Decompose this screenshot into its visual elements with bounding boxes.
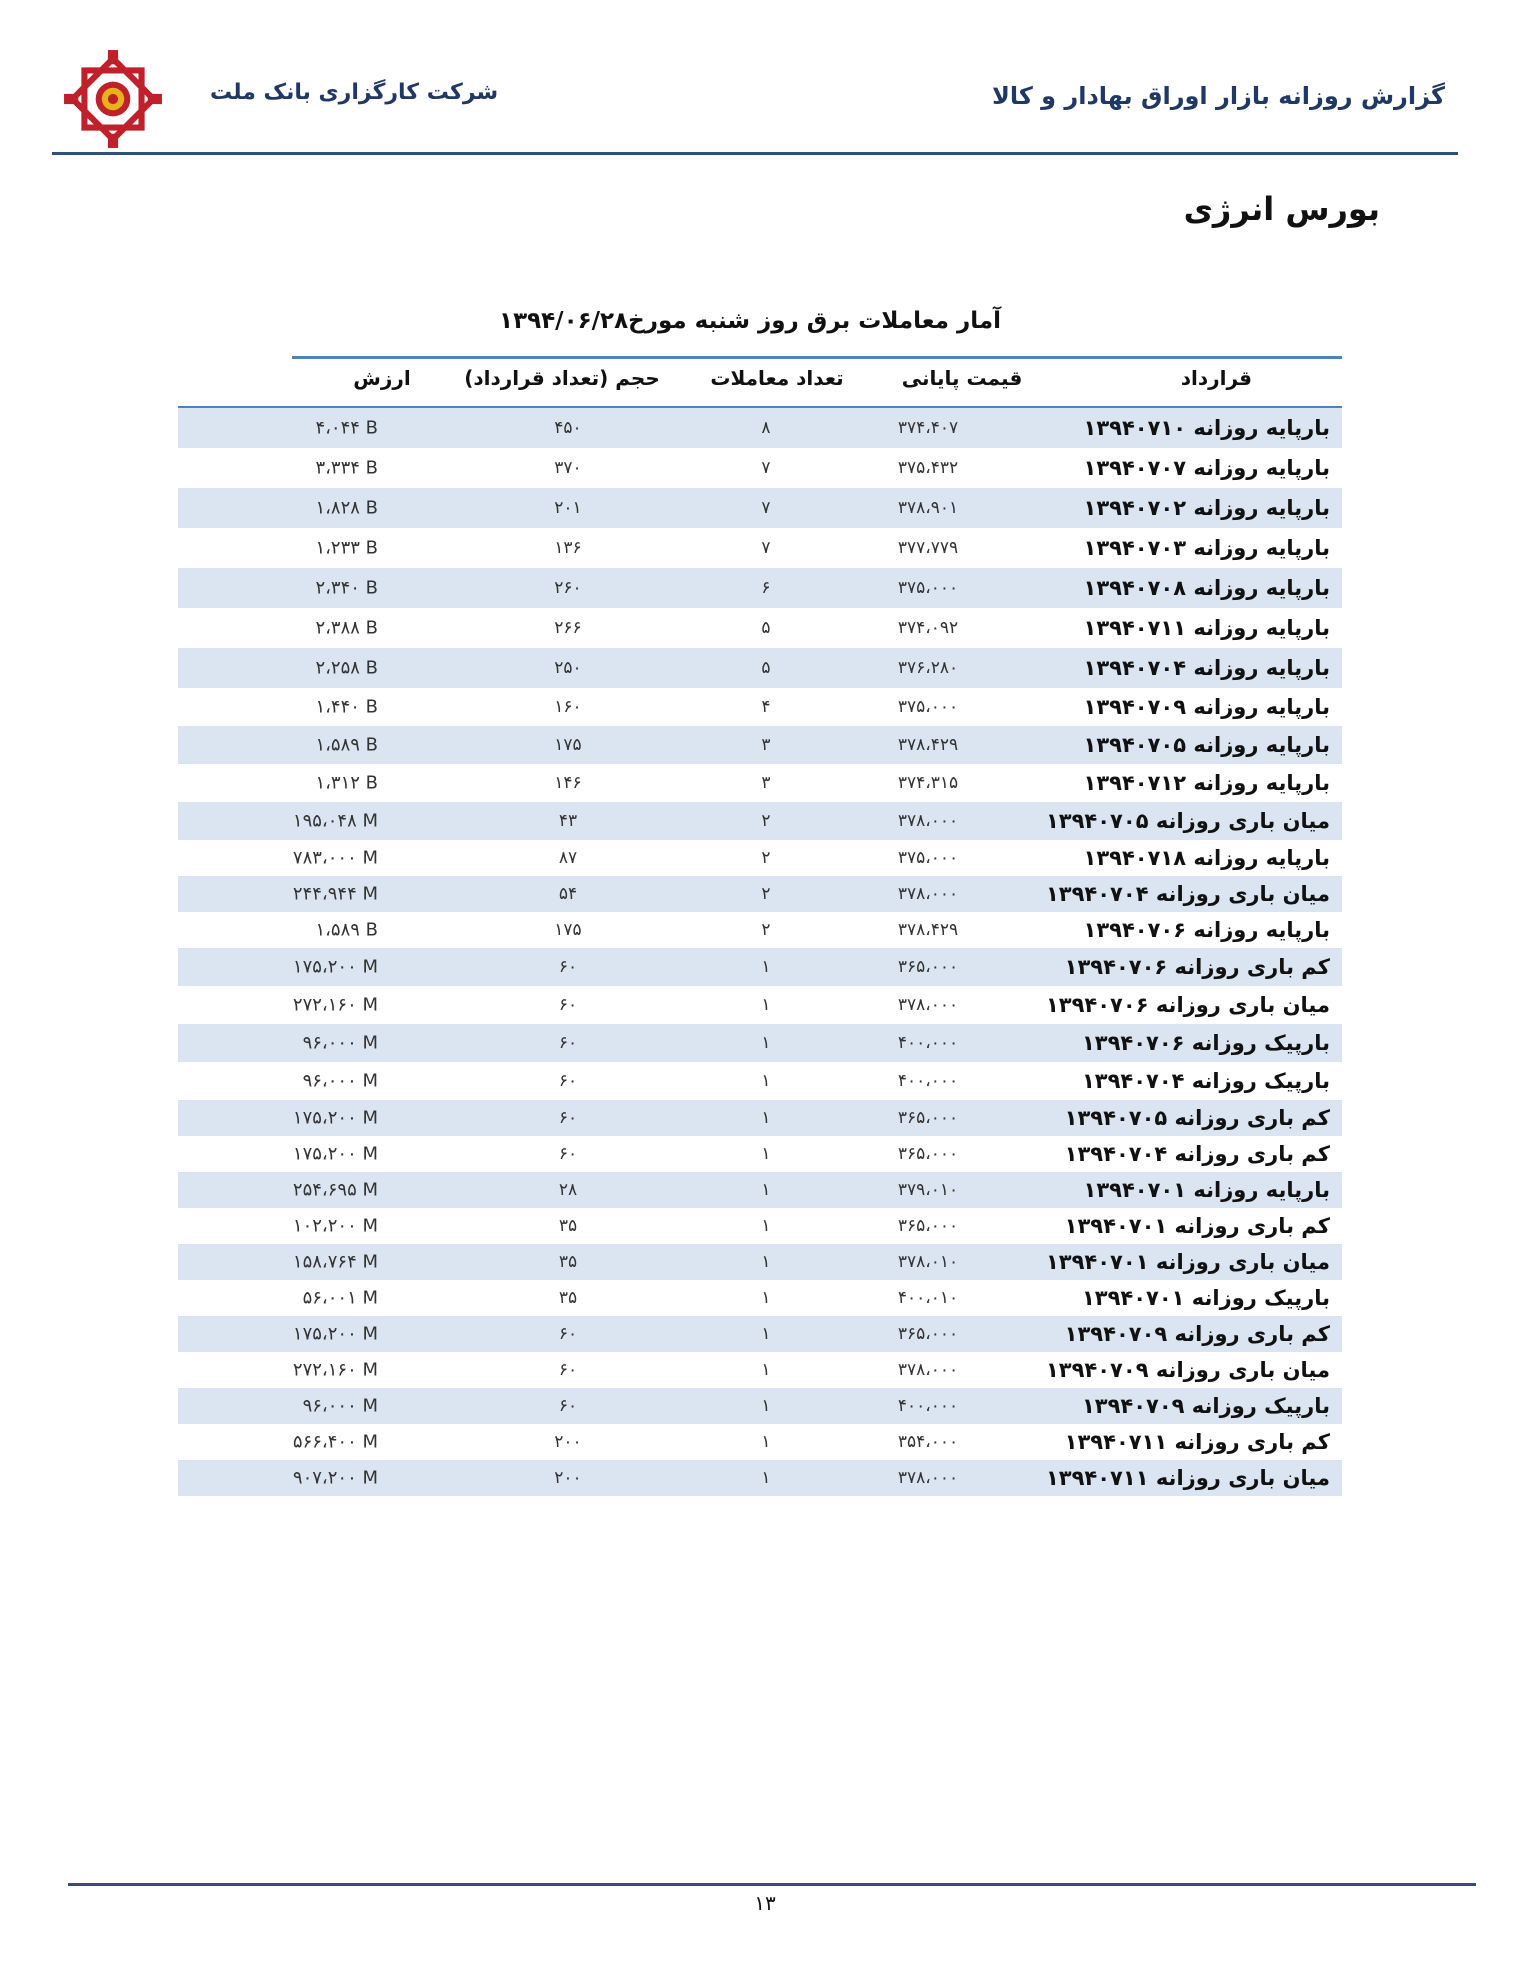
cell-value: ۹۶،۰۰۰ M — [302, 1070, 378, 1092]
table-row — [178, 876, 1342, 912]
cell-volume: ۲۸ — [558, 1180, 578, 1200]
cell-volume: ۳۵ — [558, 1288, 578, 1308]
table-row — [178, 1352, 1342, 1388]
cell-contract: کم باری روزانه ۱۳۹۴۰۷۱۱ — [1064, 1430, 1330, 1454]
cell-contract: بارپایه روزانه ۱۳۹۴۰۷۰۱ — [1083, 1178, 1330, 1202]
cell-contract: کم باری روزانه ۱۳۹۴۰۷۰۱ — [1064, 1214, 1330, 1238]
cell-volume: ۲۰۱ — [554, 498, 582, 518]
cell-final-price: ۴۰۰،۰۰۰ — [897, 1071, 959, 1091]
cell-final-price: ۳۷۵،۰۰۰ — [897, 578, 959, 598]
table-caption: آمار معاملات برق روز شنبه مورخ۱۳۹۴/۰۶/۲۸ — [499, 308, 1001, 334]
section-title: بورس انرژی — [1183, 190, 1380, 228]
footer-divider — [68, 1883, 1476, 1886]
table-row — [178, 840, 1342, 876]
cell-trade-count: ۱ — [761, 1396, 771, 1416]
cell-final-price: ۳۶۵،۰۰۰ — [897, 1324, 959, 1344]
table-row — [178, 528, 1342, 568]
cell-value: ۲،۳۴۰ B — [315, 577, 378, 599]
cell-volume: ۴۳ — [558, 811, 578, 831]
cell-value: ۲،۳۸۸ B — [315, 617, 378, 639]
table-top-divider — [292, 356, 1342, 359]
table-row — [178, 1208, 1342, 1244]
cell-trade-count: ۲ — [761, 811, 771, 831]
cell-trade-count: ۱ — [761, 1288, 771, 1308]
cell-volume: ۶۰ — [558, 1033, 578, 1053]
cell-trade-count: ۱ — [761, 1432, 771, 1452]
page-number: ۱۳ — [754, 1891, 776, 1915]
cell-final-price: ۳۷۸،۰۰۰ — [897, 1468, 959, 1488]
cell-trade-count: ۷ — [761, 498, 771, 518]
cell-trade-count: ۵ — [761, 618, 771, 638]
cell-value: ۹۶،۰۰۰ M — [302, 1395, 378, 1417]
cell-volume: ۶۰ — [558, 1360, 578, 1380]
cell-final-price: ۳۷۸،۴۲۹ — [897, 735, 959, 755]
cell-value: ۲۵۴،۶۹۵ M — [292, 1179, 378, 1201]
table-row — [178, 1388, 1342, 1424]
column-header-contract: قرارداد — [1180, 366, 1252, 390]
cell-contract: بارپایه روزانه ۱۳۹۴۰۷۰۵ — [1083, 733, 1330, 757]
cell-contract: بارپایه روزانه ۱۳۹۴۰۷۱۲ — [1083, 771, 1330, 795]
cell-final-price: ۳۷۵،۰۰۰ — [897, 697, 959, 717]
cell-contract: میان باری روزانه ۱۳۹۴۰۷۰۵ — [1045, 809, 1330, 833]
cell-volume: ۱۷۵ — [554, 735, 582, 755]
cell-trade-count: ۱ — [761, 1071, 771, 1091]
cell-volume: ۶۰ — [558, 1396, 578, 1416]
table-row — [178, 1244, 1342, 1280]
cell-trade-count: ۱ — [761, 1252, 771, 1272]
cell-contract: میان باری روزانه ۱۳۹۴۰۷۰۴ — [1045, 882, 1330, 906]
cell-volume: ۲۶۶ — [554, 618, 582, 638]
cell-contract: میان باری روزانه ۱۳۹۴۰۷۰۱ — [1045, 1250, 1330, 1274]
report-title: گزارش روزانه بازار اوراق بهادار و کالا — [991, 82, 1445, 110]
table-row — [178, 948, 1342, 986]
cell-contract: بارپایه روزانه ۱۳۹۴۰۷۱۸ — [1083, 846, 1330, 870]
cell-trade-count: ۷ — [761, 538, 771, 558]
cell-final-price: ۳۷۵،۴۳۲ — [897, 458, 959, 478]
table-row — [178, 726, 1342, 764]
table-row — [178, 1062, 1342, 1100]
cell-contract: بارپایه روزانه ۱۳۹۴۰۷۰۸ — [1083, 576, 1330, 600]
cell-value: ۳،۳۳۴ B — [315, 457, 378, 479]
cell-trade-count: ۱ — [761, 1324, 771, 1344]
cell-value: ۷۸۳،۰۰۰ M — [292, 847, 378, 869]
table-row — [178, 1024, 1342, 1062]
cell-contract: کم باری روزانه ۱۳۹۴۰۷۰۹ — [1064, 1322, 1330, 1346]
cell-volume: ۲۰۰ — [554, 1432, 582, 1452]
cell-trade-count: ۲ — [761, 920, 771, 940]
cell-volume: ۳۵ — [558, 1252, 578, 1272]
cell-volume: ۲۰۰ — [554, 1468, 582, 1488]
table-row — [178, 802, 1342, 840]
bank-mellat-logo-icon — [62, 48, 164, 150]
cell-final-price: ۴۰۰،۰۰۰ — [897, 1396, 959, 1416]
cell-volume: ۶۰ — [558, 1108, 578, 1128]
table-body — [178, 408, 1342, 1496]
column-header-trade-count: تعداد معاملات — [710, 366, 844, 390]
header-divider — [52, 152, 1458, 155]
cell-value: ۲۷۲،۱۶۰ M — [292, 1359, 378, 1381]
cell-value: ۵۶۶،۴۰۰ M — [292, 1431, 378, 1453]
cell-contract: بارپیک روزانه ۱۳۹۴۰۷۰۴ — [1081, 1069, 1330, 1093]
cell-value: ۱،۸۲۸ B — [315, 497, 378, 519]
cell-trade-count: ۸ — [761, 418, 771, 438]
table-row — [178, 568, 1342, 608]
cell-contract: بارپایه روزانه ۱۳۹۴۰۷۰۴ — [1083, 656, 1330, 680]
cell-value: ۱،۲۳۳ B — [315, 537, 378, 559]
cell-final-price: ۳۷۴،۴۰۷ — [897, 418, 959, 438]
cell-volume: ۱۶۰ — [554, 697, 582, 717]
cell-value: ۱۹۵،۰۴۸ M — [292, 810, 378, 832]
cell-contract: کم باری روزانه ۱۳۹۴۰۷۰۵ — [1064, 1106, 1330, 1130]
cell-value: ۱۰۲،۲۰۰ M — [292, 1215, 378, 1237]
column-header-value: ارزش — [353, 366, 411, 390]
cell-volume: ۲۶۰ — [554, 578, 582, 598]
cell-contract: بارپیک روزانه ۱۳۹۴۰۷۰۹ — [1081, 1394, 1330, 1418]
cell-trade-count: ۱ — [761, 995, 771, 1015]
cell-final-price: ۳۷۸،۰۰۰ — [897, 884, 959, 904]
cell-value: ۲۴۴،۹۴۴ M — [292, 883, 378, 905]
cell-value: ۹۰۷،۲۰۰ M — [292, 1467, 378, 1489]
cell-contract: بارپیک روزانه ۱۳۹۴۰۷۰۱ — [1081, 1286, 1330, 1310]
cell-volume: ۳۵ — [558, 1216, 578, 1236]
cell-final-price: ۳۵۴،۰۰۰ — [897, 1432, 959, 1452]
cell-contract: بارپایه روزانه ۱۳۹۴۰۷۰۲ — [1083, 496, 1330, 520]
cell-final-price: ۴۰۰،۰۱۰ — [897, 1288, 959, 1308]
cell-trade-count: ۱ — [761, 1180, 771, 1200]
cell-final-price: ۳۷۴،۰۹۲ — [897, 618, 959, 638]
cell-volume: ۱۴۶ — [554, 773, 582, 793]
column-header-final-price: قیمت پایانی — [901, 366, 1023, 390]
cell-final-price: ۳۷۶،۲۸۰ — [897, 658, 959, 678]
cell-contract: بارپایه روزانه ۱۳۹۴۰۷۰۶ — [1083, 918, 1330, 942]
cell-final-price: ۳۷۸،۰۰۰ — [897, 811, 959, 831]
table-row — [178, 1424, 1342, 1460]
cell-value: ۱۷۵،۲۰۰ M — [292, 956, 378, 978]
table-row — [178, 986, 1342, 1024]
cell-final-price: ۳۷۵،۰۰۰ — [897, 848, 959, 868]
cell-final-price: ۳۷۹،۰۱۰ — [897, 1180, 959, 1200]
cell-contract: کم باری روزانه ۱۳۹۴۰۷۰۴ — [1064, 1142, 1330, 1166]
cell-volume: ۱۳۶ — [554, 538, 582, 558]
cell-value: ۵۶،۰۰۱ M — [302, 1287, 378, 1309]
cell-volume: ۲۵۰ — [554, 658, 582, 678]
table-row — [178, 1460, 1342, 1496]
cell-contract: میان باری روزانه ۱۳۹۴۰۷۱۱ — [1045, 1466, 1330, 1490]
cell-volume: ۳۷۰ — [554, 458, 582, 478]
cell-value: ۹۶،۰۰۰ M — [302, 1032, 378, 1054]
table-row — [178, 1172, 1342, 1208]
cell-value: ۱۷۵،۲۰۰ M — [292, 1143, 378, 1165]
cell-contract: کم باری روزانه ۱۳۹۴۰۷۰۶ — [1064, 955, 1330, 979]
cell-value: ۱۷۵،۲۰۰ M — [292, 1107, 378, 1129]
cell-contract: بارپایه روزانه ۱۳۹۴۰۷۱۱ — [1083, 616, 1330, 640]
cell-final-price: ۳۷۸،۴۲۹ — [897, 920, 959, 940]
cell-value: ۱،۵۸۹ B — [315, 919, 378, 941]
table-row — [178, 408, 1342, 448]
column-header-volume: حجم (تعداد قرارداد) — [464, 366, 660, 390]
cell-value: ۱،۵۸۹ B — [315, 734, 378, 756]
table-row — [178, 608, 1342, 648]
cell-trade-count: ۶ — [761, 578, 771, 598]
cell-final-price: ۳۷۸،۹۰۱ — [897, 498, 959, 518]
cell-value: ۱۷۵،۲۰۰ M — [292, 1323, 378, 1345]
cell-trade-count: ۲ — [761, 848, 771, 868]
cell-contract: میان باری روزانه ۱۳۹۴۰۷۰۹ — [1045, 1358, 1330, 1382]
cell-value: ۲،۲۵۸ B — [315, 657, 378, 679]
cell-volume: ۱۷۵ — [554, 920, 582, 940]
cell-volume: ۴۵۰ — [554, 418, 582, 438]
cell-trade-count: ۵ — [761, 658, 771, 678]
cell-contract: بارپیک روزانه ۱۳۹۴۰۷۰۶ — [1081, 1031, 1330, 1055]
table-row — [178, 764, 1342, 802]
cell-contract: بارپایه روزانه ۱۳۹۴۰۷۰۳ — [1083, 536, 1330, 560]
cell-final-price: ۳۷۴،۳۱۵ — [897, 773, 959, 793]
cell-volume: ۶۰ — [558, 957, 578, 977]
cell-contract: بارپایه روزانه ۱۳۹۴۰۷۰۷ — [1083, 456, 1330, 480]
cell-trade-count: ۴ — [761, 697, 771, 717]
cell-trade-count: ۱ — [761, 1108, 771, 1128]
table-row — [178, 688, 1342, 726]
table-row — [178, 1100, 1342, 1136]
cell-trade-count: ۱ — [761, 1360, 771, 1380]
cell-final-price: ۳۷۸،۰۰۰ — [897, 1360, 959, 1380]
cell-volume: ۶۰ — [558, 995, 578, 1015]
table-row — [178, 1136, 1342, 1172]
cell-volume: ۸۷ — [558, 848, 578, 868]
table-row — [178, 1280, 1342, 1316]
table-row — [178, 648, 1342, 688]
cell-trade-count: ۱ — [761, 1144, 771, 1164]
table-row — [178, 448, 1342, 488]
cell-value: ۴،۰۴۴ B — [315, 417, 378, 439]
cell-trade-count: ۳ — [761, 735, 771, 755]
cell-value: ۱۵۸،۷۶۴ M — [292, 1251, 378, 1273]
table-row — [178, 488, 1342, 528]
cell-final-price: ۳۶۵،۰۰۰ — [897, 1216, 959, 1236]
cell-value: ۱،۴۴۰ B — [315, 696, 378, 718]
cell-final-price: ۴۰۰،۰۰۰ — [897, 1033, 959, 1053]
cell-final-price: ۳۷۸،۰۰۰ — [897, 995, 959, 1015]
cell-final-price: ۳۷۷،۷۷۹ — [897, 538, 959, 558]
cell-final-price: ۳۶۵،۰۰۰ — [897, 957, 959, 977]
cell-volume: ۶۰ — [558, 1324, 578, 1344]
cell-trade-count: ۱ — [761, 1033, 771, 1053]
cell-final-price: ۳۶۵،۰۰۰ — [897, 1108, 959, 1128]
cell-trade-count: ۱ — [761, 1468, 771, 1488]
cell-trade-count: ۱ — [761, 1216, 771, 1236]
cell-value: ۱،۳۱۲ B — [315, 772, 378, 794]
cell-volume: ۵۴ — [558, 884, 578, 904]
cell-volume: ۶۰ — [558, 1144, 578, 1164]
cell-contract: بارپایه روزانه ۱۳۹۴۰۷۰۹ — [1083, 695, 1330, 719]
table-row — [178, 912, 1342, 948]
cell-trade-count: ۷ — [761, 458, 771, 478]
table-row — [178, 1316, 1342, 1352]
cell-contract: بارپایه روزانه ۱۳۹۴۰۷۱۰ — [1083, 416, 1330, 440]
table-header — [292, 362, 1342, 407]
cell-final-price: ۳۶۵،۰۰۰ — [897, 1144, 959, 1164]
cell-trade-count: ۳ — [761, 773, 771, 793]
cell-trade-count: ۱ — [761, 957, 771, 977]
cell-value: ۲۷۲،۱۶۰ M — [292, 994, 378, 1016]
cell-contract: میان باری روزانه ۱۳۹۴۰۷۰۶ — [1045, 993, 1330, 1017]
company-name: شرکت کارگزاری بانک ملت — [210, 80, 499, 105]
cell-volume: ۶۰ — [558, 1071, 578, 1091]
cell-trade-count: ۲ — [761, 884, 771, 904]
cell-final-price: ۳۷۸،۰۱۰ — [897, 1252, 959, 1272]
